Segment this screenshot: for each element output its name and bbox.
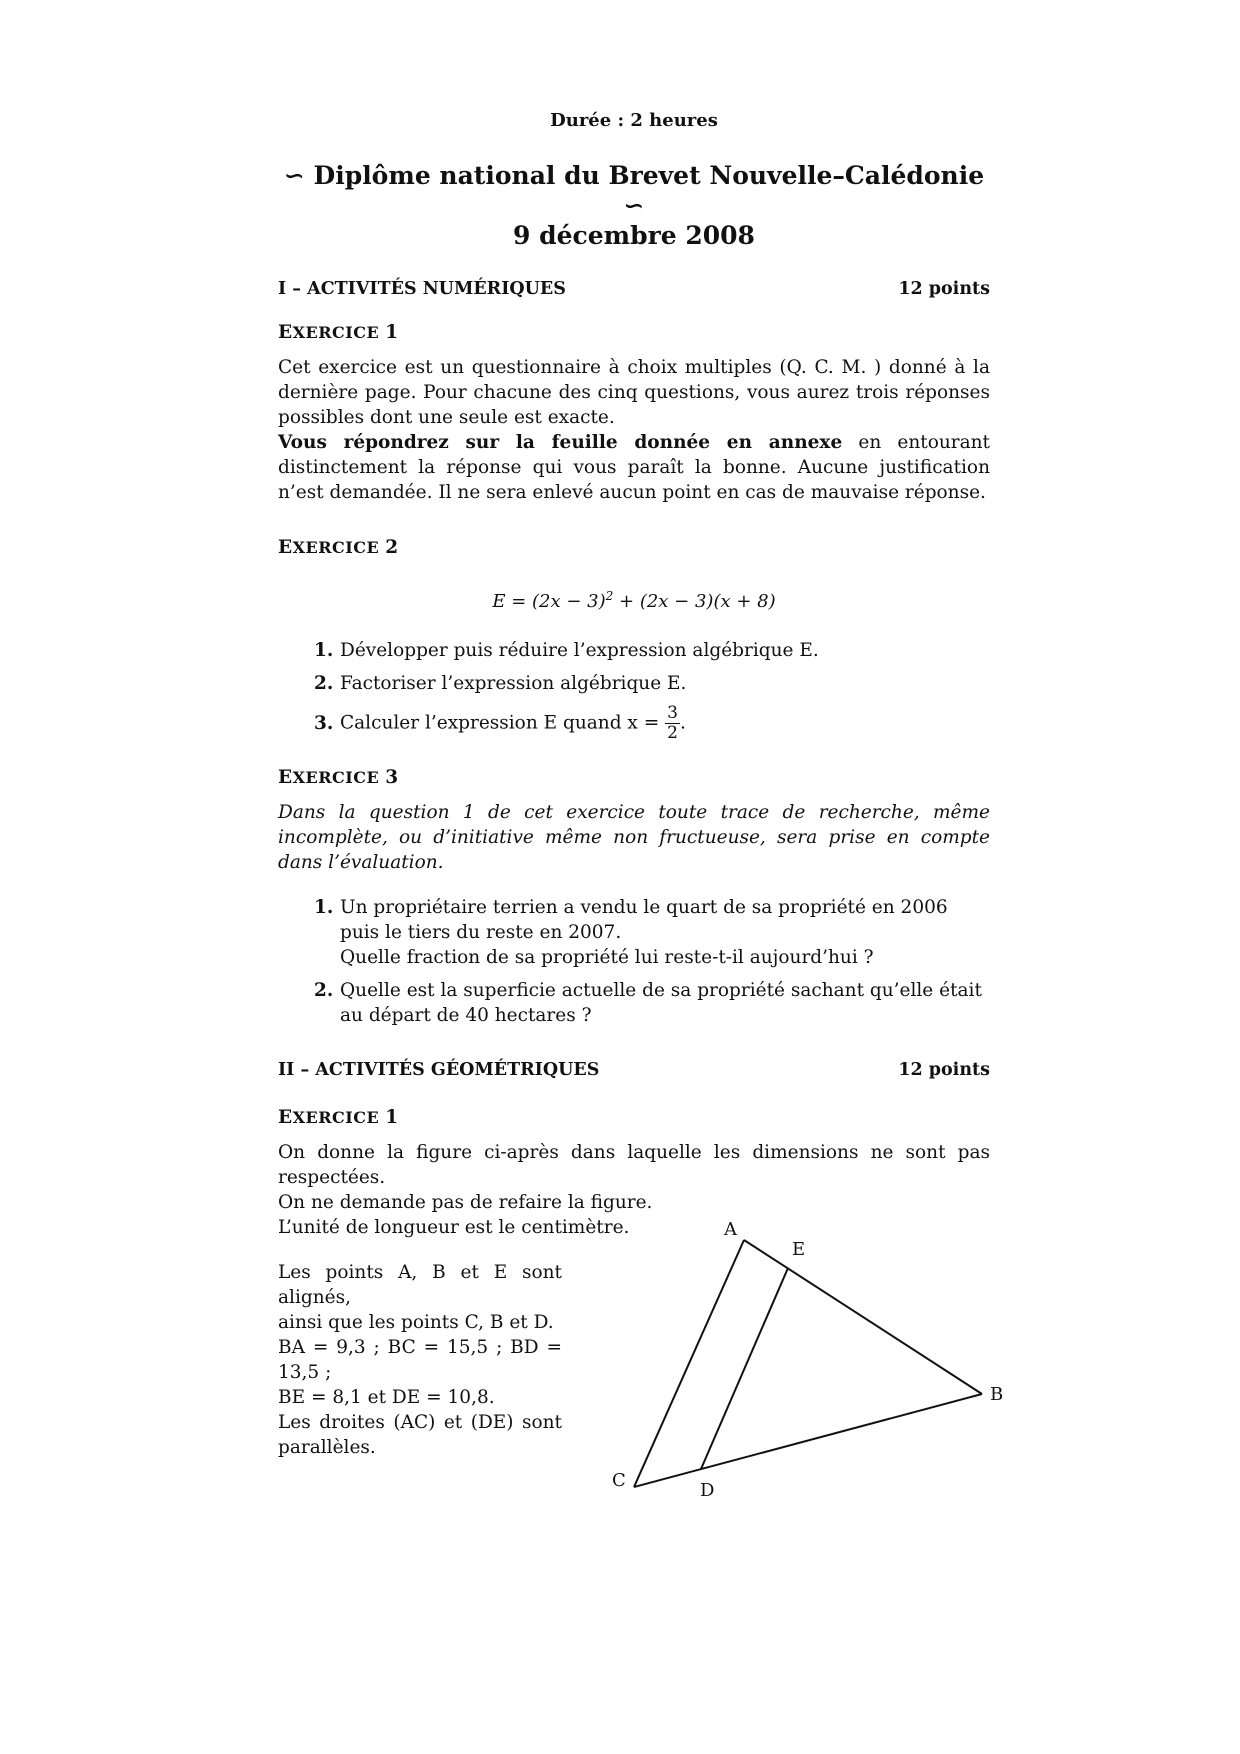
ornament-left-icon: ∽ bbox=[283, 161, 305, 190]
label-c: C bbox=[612, 1470, 626, 1491]
label-d: D bbox=[700, 1480, 715, 1501]
segment-ac bbox=[634, 1240, 744, 1487]
geo-exercise-1-title: EXERCICE 1 bbox=[278, 1107, 399, 1128]
annex-instruction: Vous répondrez sur la feuille donnée en annexe bbox=[278, 432, 843, 453]
section-geometric-title: II – ACTIVITÉS GÉOMÉTRIQUES bbox=[278, 1060, 600, 1080]
ornament-right-icon: ∽ bbox=[623, 191, 645, 220]
exercise-1-title: EXERCICE 1 bbox=[278, 322, 399, 343]
title-line-1 bbox=[278, 161, 990, 221]
duration: Durée : 2 heures bbox=[550, 110, 718, 131]
label-a: A bbox=[724, 1219, 737, 1240]
fraction-three-halves: $\frac{3}{2}$ bbox=[667, 703, 678, 743]
page-content bbox=[278, 108, 990, 1240]
exercise-1-text: Cet exercice est un questionnaire à choix multiples (Q. C. M. ) donné à la dernière page. Pour chacune des cinq questions, vous aurez trois réponses possibles dont une seule est exacte. Vous répondrez sur la feuille donnée en annexe en entourant distinctement la réponse qui vous paraît la bonne. Aucune justification n’est demandée. Il ne sera enlevé aucun point en cas de mauvaise réponse. bbox=[278, 357, 990, 503]
figure-description: Les points A, B et E sont alignés, ainsi que les points C, B et D. BA = 9,3 ; BC = 15,5 ; BD = 13,5 ; BE = 8,1 et DE = 10,8. Les droites (AC) et (DE) sont parallèles. bbox=[278, 1262, 562, 1458]
label-b: B bbox=[990, 1384, 1004, 1405]
section-numeric-header bbox=[278, 277, 990, 302]
exercise-3-title: EXERCICE 3 bbox=[278, 767, 399, 788]
list-item: 3. Calculer l’expression E quand x = $\frac{3}{2}$ . bbox=[314, 703, 686, 743]
section-numeric-title: I – ACTIVITÉS NUMÉRIQUES bbox=[278, 279, 566, 299]
list-item: 1. Développer puis réduire l’expression algébrique E. bbox=[314, 640, 819, 661]
label-e: E bbox=[792, 1239, 806, 1260]
section-geometric-points: 12 points bbox=[898, 1060, 990, 1080]
title-main: Diplôme national du Brevet Nouvelle–Calédonie bbox=[313, 161, 985, 190]
exam-title bbox=[278, 161, 990, 251]
exercise-3-questions bbox=[314, 895, 990, 1028]
geo-exercise-1-text: On donne la figure ci-après dans laquelle les dimensions ne sont pas respectées. On ne demande pas de refaire la figure. L’unité de longueur est le centimètre. bbox=[278, 1142, 990, 1238]
triangle-figure bbox=[600, 1210, 1020, 1520]
expression-e: $E = (2x - 3)^2 + (2x - 3)(x + 8)$ bbox=[492, 589, 776, 612]
exercise-3-intro: Dans la question 1 de cet exercice toute trace de recherche, même incomplète, ou d’initiative même non fructueuse, sera prise en compte dans l’évaluation. bbox=[278, 802, 990, 873]
segment-ab bbox=[744, 1240, 982, 1394]
list-item: 2. Factoriser l’expression algébrique E. bbox=[314, 673, 687, 694]
section-geometric-header bbox=[278, 1058, 990, 1083]
list-item: 2. Quelle est la superficie actuelle de sa propriété sachant qu’elle était au départ de 40 hectares ? bbox=[314, 980, 982, 1026]
title-date: 9 décembre 2008 bbox=[513, 221, 755, 250]
segment-bc bbox=[634, 1394, 982, 1487]
exercise-2-title: EXERCICE 2 bbox=[278, 537, 399, 558]
segment-de bbox=[701, 1268, 788, 1469]
exercise-2-questions bbox=[314, 638, 990, 743]
section-numeric-points: 12 points bbox=[898, 279, 990, 299]
list-item: 1. Un propriétaire terrien a vendu le quart de sa propriété en 2006 puis le tiers du reste en 2007. Quelle fraction de sa propriété lui reste-t-il aujourd’hui ? bbox=[314, 897, 948, 968]
